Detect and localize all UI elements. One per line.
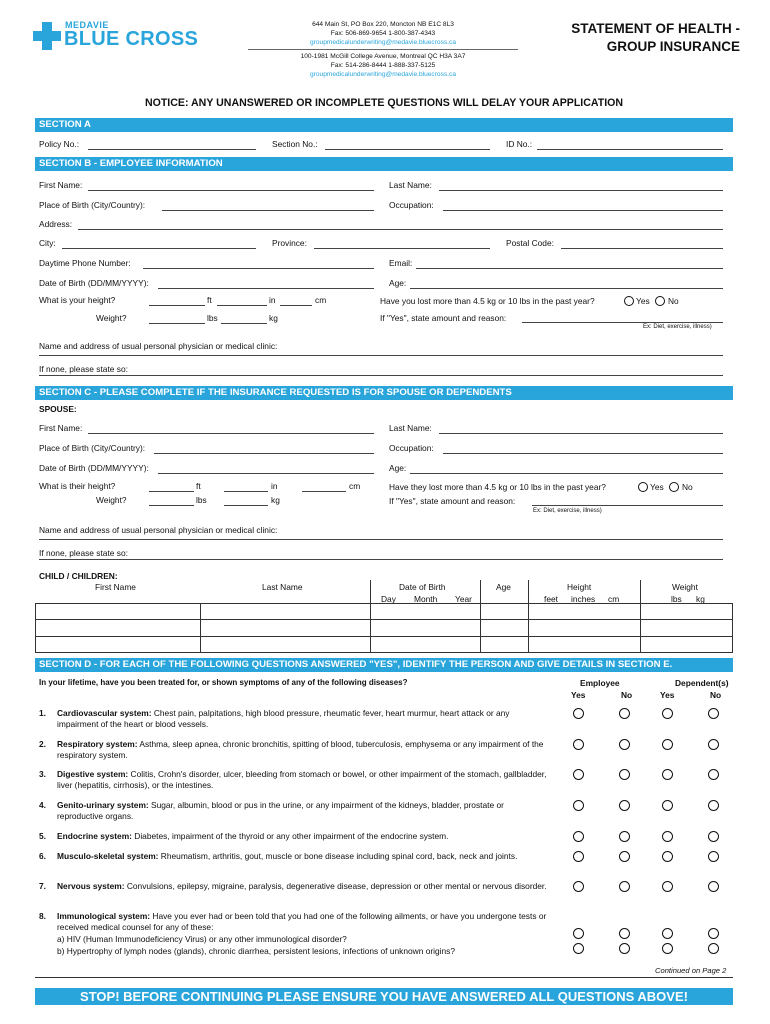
q5-text: Endocrine system: Diabetes, impairment of the thyroid or any other impairment of the endocrine system.	[57, 831, 449, 841]
q8a-employee-yes-radio[interactable]	[573, 928, 584, 939]
q8b-dependent-no-radio[interactable]	[708, 943, 719, 954]
col-kg: kg	[696, 594, 705, 604]
spouse-physician-label: Name and address of usual personal physician or medical clinic:	[39, 525, 278, 535]
section-d-intro: In your lifetime, have you been treated for, or shown symptoms of any of the following diseases?	[39, 678, 408, 687]
weight-loss-no-label: No	[668, 296, 679, 306]
title-line1: STATEMENT OF HEALTH -	[571, 21, 740, 36]
q4-employee-no-radio[interactable]	[619, 800, 630, 811]
spouse-label: SPOUSE:	[39, 404, 77, 414]
q8a-text: a) HIV (Human Immunodeficiency Virus) or any other immunological disorder?	[57, 934, 347, 944]
q1-employee-no-radio[interactable]	[619, 708, 630, 719]
q2-dependent-yes-radio[interactable]	[662, 739, 673, 750]
height-cm-input[interactable]	[280, 305, 312, 306]
spouse-weight-loss-yes-radio[interactable]	[638, 482, 648, 492]
weight-lbs-input[interactable]	[149, 323, 205, 324]
city-label: City:	[39, 238, 56, 248]
spouse-weight-loss-yes-label: Yes	[650, 482, 664, 492]
physician-label: Name and address of usual personal physician or medical clinic:	[39, 341, 278, 351]
cm-label: cm	[315, 295, 327, 305]
weight-loss-yes-radio[interactable]	[624, 296, 634, 306]
col-year: Year	[455, 594, 472, 604]
height-ft-input[interactable]	[149, 305, 205, 306]
addr1-line3: groupmedicalunderwriting@medavie.bluecross.ca	[310, 39, 456, 46]
q2-text: Respiratory system: Asthma, sleep apnea, chronic bronchitis, spitting of blood, tuberculosis, emphysema or any impairment of the respiratory system.	[57, 739, 544, 760]
policy-input[interactable]	[88, 149, 256, 150]
q8a-dependent-no-radio[interactable]	[708, 928, 719, 939]
spouse-height-cm-input[interactable]	[302, 491, 346, 492]
logo	[33, 18, 223, 52]
height-in-input[interactable]	[217, 305, 267, 306]
weight-loss-question: Have you lost more than 4.5 kg or 10 lbs in the past year?	[380, 296, 595, 306]
col-age: Age	[496, 582, 511, 592]
if-yes-input[interactable]	[522, 322, 723, 323]
in-label: in	[269, 295, 276, 305]
q1-employee-yes-radio[interactable]	[573, 708, 584, 719]
email-input[interactable]	[416, 268, 723, 269]
col-month: Month	[414, 594, 438, 604]
q3-number: 3.	[39, 769, 46, 779]
spouse-if-none-label: If none, please state so:	[39, 548, 128, 558]
spouse-kg-label: kg	[271, 495, 280, 505]
dependent-no-header: No	[710, 690, 722, 700]
spouse-in-label: in	[271, 481, 278, 491]
q2-employee-no-radio[interactable]	[619, 739, 630, 750]
q3-text: Digestive system: Colitis, Crohn's disorder, ulcer, bleeding from stomach or bowel, or other impairment of the stomach, gallbladder, liver (hepatitis, cirrhosis), or the intestines.	[57, 769, 547, 790]
spouse-weight-loss-no-radio[interactable]	[669, 482, 679, 492]
occupation-label: Occupation:	[389, 200, 434, 210]
q5-number: 5.	[39, 831, 46, 841]
q8b-dependent-yes-radio[interactable]	[662, 943, 673, 954]
q1-dependent-yes-radio[interactable]	[662, 708, 673, 719]
q6-number: 6.	[39, 851, 46, 861]
q8b-text: b) Hypertrophy of lymph nodes (glands), chronic diarrhea, persistent lesions, infections of unknown origins?	[57, 946, 456, 956]
q7-employee-yes-radio[interactable]	[573, 881, 584, 892]
province-input[interactable]	[314, 248, 490, 249]
q8-text: Immunological system: Have you ever had or been told that you had one of the following ailments, or have you undergone tests or received medical counsel for any of these:	[57, 911, 547, 932]
example-note: Ex: Diet, exercise, illness)	[643, 324, 712, 330]
ft-label: ft	[207, 295, 212, 305]
col-cm: cm	[608, 594, 620, 604]
if-none-label: If none, please state so:	[39, 364, 128, 374]
q5-employee-no-radio[interactable]	[619, 831, 630, 842]
children-label: CHILD / CHILDREN:	[39, 571, 118, 581]
q4-number: 4.	[39, 800, 46, 810]
section-a-header: SECTION A	[35, 118, 733, 132]
age-input[interactable]	[410, 288, 723, 289]
spouse-lbs-label: lbs	[196, 495, 207, 505]
if-yes-label: If "Yes", state amount and reason:	[380, 313, 507, 323]
stop-banner: STOP! BEFORE CONTINUING PLEASE ENSURE YOU HAVE ANSWERED ALL QUESTIONS ABOVE!	[35, 988, 733, 1005]
q1-text: Cardiovascular system: Chest pain, palpitations, high blood pressure, rheumatic fever, heart murmur, heart attack or any impairment of the heart or blood vessels.	[57, 708, 510, 729]
q8b-employee-yes-radio[interactable]	[573, 943, 584, 954]
spouse-weight-lbs-input[interactable]	[149, 505, 194, 506]
if-none-input[interactable]	[39, 375, 723, 376]
weight-loss-yes-label: Yes	[636, 296, 650, 306]
dependents-header: Dependent(s)	[675, 678, 729, 688]
spouse-first-name-input[interactable]	[88, 433, 374, 434]
addr1-line1: 644 Main St, PO Box 220, Moncton NB E1C 8L3	[312, 21, 454, 28]
q4-dependent-no-radio[interactable]	[708, 800, 719, 811]
employee-header: Employee	[580, 678, 620, 688]
spouse-weight-kg-input[interactable]	[224, 505, 268, 506]
q3-dependent-yes-radio[interactable]	[662, 769, 673, 780]
col-weight: Weight	[672, 582, 698, 592]
q8a-employee-no-radio[interactable]	[619, 928, 630, 939]
spouse-height-ft-input[interactable]	[149, 491, 194, 492]
addr1-line2: Fax: 506-869-9654 1-800-387-4343	[330, 30, 436, 37]
last-name-label: Last Name:	[389, 180, 432, 190]
form-title	[540, 20, 740, 56]
weight-kg-input[interactable]	[221, 323, 267, 324]
section-d-header: SECTION D - FOR EACH OF THE FOLLOWING QUESTIONS ANSWERED "YES", IDENTIFY THE PERSON AND GIVE DETAILS IN SECTION E.	[35, 658, 733, 672]
dob-label: Date of Birth (DD/MM/YYYY):	[39, 278, 149, 288]
brand-main: BLUE CROSS	[64, 28, 199, 50]
col-height: Height	[567, 582, 592, 592]
q7-employee-no-radio[interactable]	[619, 881, 630, 892]
q3-employee-no-radio[interactable]	[619, 769, 630, 780]
q6-text: Musculo-skeletal system: Rheumatism, arthritis, gout, muscle or bone disease including spinal cord, back, neck and joints.	[57, 851, 518, 861]
phone-input[interactable]	[143, 268, 374, 269]
q6-dependent-yes-radio[interactable]	[662, 851, 673, 862]
spouse-example-note: Ex: Diet, exercise, illness)	[533, 508, 602, 514]
age-label: Age:	[389, 278, 407, 288]
section-input[interactable]	[325, 149, 490, 150]
spouse-weight-question: Weight?	[96, 495, 127, 505]
spouse-occupation-input[interactable]	[443, 453, 723, 454]
first-name-input[interactable]	[88, 190, 374, 191]
q1-number: 1.	[39, 708, 46, 718]
spouse-age-label: Age:	[389, 463, 407, 473]
birthplace-input[interactable]	[162, 210, 374, 211]
cross-icon	[33, 22, 61, 50]
postal-input[interactable]	[561, 248, 723, 249]
spouse-cm-label: cm	[349, 481, 361, 491]
weight-question: Weight?	[96, 313, 127, 323]
address-montreal	[248, 52, 518, 79]
q8-number: 8.	[39, 911, 46, 921]
continued-note: Continued on Page 2	[655, 966, 727, 975]
id-input[interactable]	[537, 149, 723, 150]
occupation-input[interactable]	[443, 210, 723, 211]
brand-top: MEDAVIE	[65, 20, 109, 30]
q3-dependent-no-radio[interactable]	[708, 769, 719, 780]
height-question: What is your height?	[39, 295, 116, 305]
q7-text: Nervous system: Convulsions, epilepsy, migraine, paralysis, degenerative disease, depression or other mental or nervous disorder.	[57, 881, 547, 891]
lbs-label: lbs	[207, 313, 218, 323]
first-name-label: First Name:	[39, 180, 83, 190]
province-label: Province:	[272, 238, 307, 248]
spouse-if-yes-label: If "Yes", state amount and reason:	[389, 496, 516, 506]
col-first-name: First Name	[95, 582, 136, 592]
postal-label: Postal Code:	[506, 238, 554, 248]
children-table	[35, 603, 733, 653]
id-label: ID No.:	[506, 139, 533, 149]
section-b-header: SECTION B - EMPLOYEE INFORMATION	[35, 157, 733, 171]
address-label: Address:	[39, 219, 73, 229]
dependent-yes-header: Yes	[660, 690, 675, 700]
addr2-line1: 100-1981 McGill College Avenue, Montreal QC H3A 3A7	[300, 53, 466, 60]
q2-number: 2.	[39, 739, 46, 749]
q7-dependent-yes-radio[interactable]	[662, 881, 673, 892]
q4-dependent-yes-radio[interactable]	[662, 800, 673, 811]
employee-yes-header: Yes	[571, 690, 586, 700]
spouse-dob-input[interactable]	[158, 473, 374, 474]
policy-label: Policy No.:	[39, 139, 80, 149]
q5-dependent-no-radio[interactable]	[708, 831, 719, 842]
q7-number: 7.	[39, 881, 46, 891]
section-label: Section No.:	[272, 139, 318, 149]
spouse-dob-label: Date of Birth (DD/MM/YYYY):	[39, 463, 149, 473]
section-c-header: SECTION C - PLEASE COMPLETE IF THE INSURANCE REQUESTED IS FOR SPOUSE OR DEPENDENTS	[35, 386, 733, 400]
spouse-height-in-input[interactable]	[224, 491, 268, 492]
last-name-input[interactable]	[439, 190, 723, 191]
spouse-age-input[interactable]	[410, 473, 723, 474]
q6-employee-no-radio[interactable]	[619, 851, 630, 862]
address-input[interactable]	[78, 229, 723, 230]
col-dob: Date of Birth	[399, 582, 446, 592]
spouse-ft-label: ft	[196, 481, 201, 491]
spouse-first-name-label: First Name:	[39, 423, 83, 433]
q4-employee-yes-radio[interactable]	[573, 800, 584, 811]
q3-employee-yes-radio[interactable]	[573, 769, 584, 780]
col-inches: inches	[571, 594, 596, 604]
col-day: Day	[381, 594, 396, 604]
spouse-height-question: What is their height?	[39, 481, 116, 491]
spouse-weight-loss-question: Have they lost more than 4.5 kg or 10 lbs in the past year?	[389, 482, 606, 492]
spouse-physician-input[interactable]	[39, 539, 723, 540]
spouse-last-name-input[interactable]	[439, 433, 723, 434]
spouse-if-none-input[interactable]	[39, 559, 723, 560]
weight-loss-no-radio[interactable]	[655, 296, 665, 306]
spouse-weight-loss-no-label: No	[682, 482, 693, 492]
spouse-occupation-label: Occupation:	[389, 443, 434, 453]
q8a-dependent-yes-radio[interactable]	[662, 928, 673, 939]
spouse-if-yes-input[interactable]	[532, 505, 723, 506]
spouse-birthplace-input[interactable]	[154, 453, 374, 454]
spouse-birthplace-label: Place of Birth (City/Country):	[39, 443, 146, 453]
email-label: Email:	[389, 258, 413, 268]
q4-text: Genito-urinary system: Sugar, albumin, blood or pus in the urine, or any impairment of the kidneys, bladder, prostate or reproductive organs.	[57, 800, 504, 821]
col-feet: feet	[544, 594, 558, 604]
notice: NOTICE: ANY UNANSWERED OR INCOMPLETE QUESTIONS WILL DELAY YOUR APPLICATION	[144, 97, 624, 109]
q6-dependent-no-radio[interactable]	[708, 851, 719, 862]
city-input[interactable]	[62, 248, 256, 249]
dob-input[interactable]	[158, 288, 374, 289]
address-moncton	[248, 20, 518, 47]
q1-dependent-no-radio[interactable]	[708, 708, 719, 719]
phone-label: Daytime Phone Number:	[39, 258, 131, 268]
kg-label: kg	[269, 313, 278, 323]
employee-no-header: No	[621, 690, 633, 700]
addr2-line2: Fax: 514-286-8444 1-888-337-5125	[330, 62, 436, 69]
physician-input[interactable]	[39, 355, 723, 356]
q7-dependent-no-radio[interactable]	[708, 881, 719, 892]
title-line2: GROUP INSURANCE	[606, 39, 740, 54]
q5-dependent-yes-radio[interactable]	[662, 831, 673, 842]
q8b-employee-no-radio[interactable]	[619, 943, 630, 954]
col-lbs: lbs	[671, 594, 682, 604]
q2-dependent-no-radio[interactable]	[708, 739, 719, 750]
q6-employee-yes-radio[interactable]	[573, 851, 584, 862]
q2-employee-yes-radio[interactable]	[573, 739, 584, 750]
q5-employee-yes-radio[interactable]	[573, 831, 584, 842]
addr2-line3: groupmedicalunderwriting@medavie.bluecross.ca	[310, 71, 456, 78]
spouse-last-name-label: Last Name:	[389, 423, 432, 433]
col-last-name: Last Name	[262, 582, 303, 592]
birthplace-label: Place of Birth (City/Country):	[39, 200, 146, 210]
